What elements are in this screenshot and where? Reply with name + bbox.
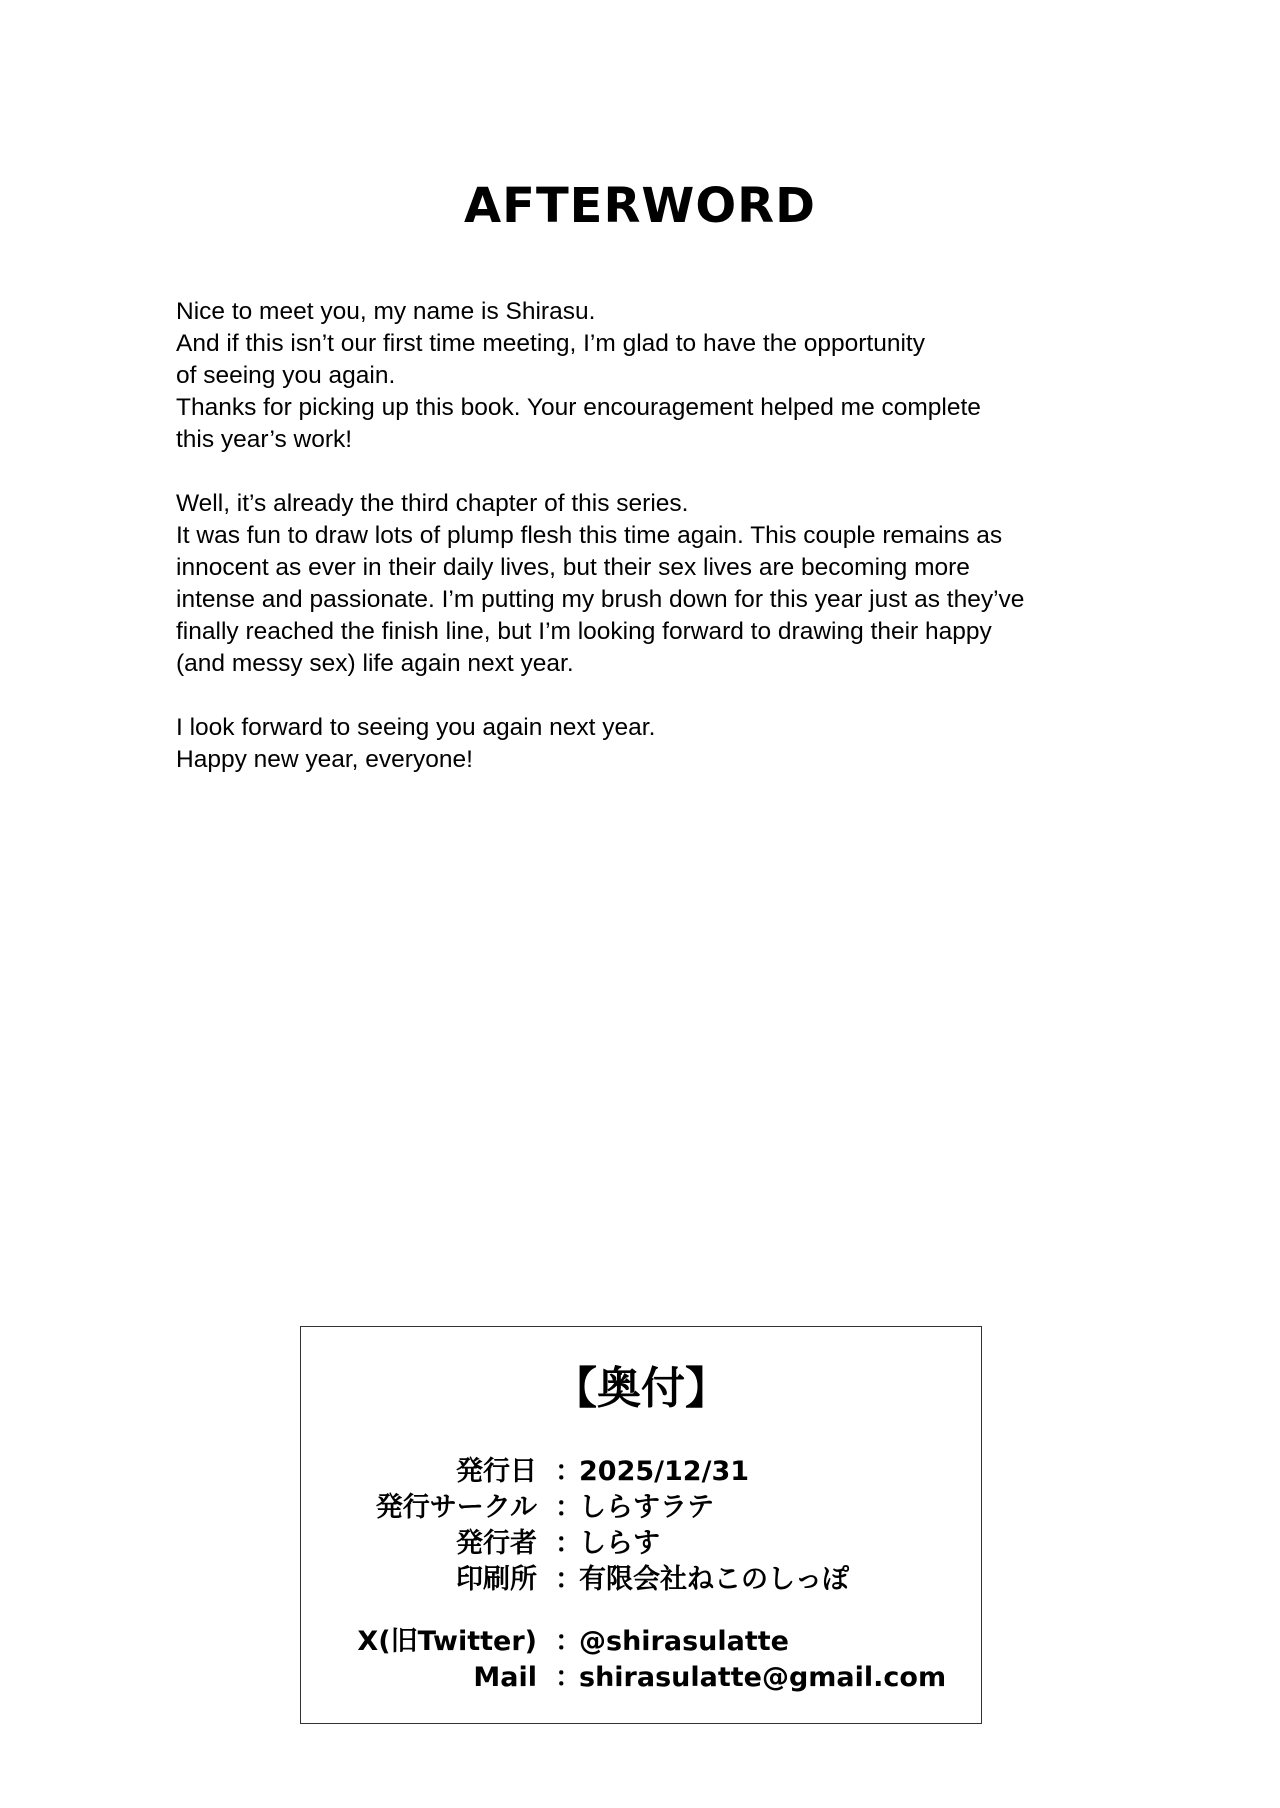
text-line: And if this isn’t our first time meeting, I’m glad to have the opportunity [176,330,925,357]
row-value: 有限会社ねこのしっぽ [579,1564,849,1595]
row-label: 発行日 [456,1456,537,1487]
row-separator: ： [555,1662,582,1693]
row-separator: ： [555,1626,582,1657]
afterword-body [176,296,1136,776]
colophon-row-circle [301,1490,981,1526]
paragraph-closing [176,712,1136,776]
row-separator: ： [555,1528,582,1559]
row-label: 発行者 [456,1528,537,1559]
colophon-row-publisher [301,1526,981,1562]
text-line: It was fun to draw lots of plump flesh this time again. This couple remains as [176,522,1003,549]
colophon-box [300,1326,982,1724]
text-line: of seeing you again. [176,362,396,389]
colophon-title: 【奥付】 [553,1363,729,1414]
text-line: Thanks for picking up this book. Your encouragement helped me complete [176,394,981,421]
colophon-row-printer [301,1562,981,1598]
twitter-handle: @shirasulatte [579,1626,789,1657]
text-line: (and messy sex) life again next year. [176,650,574,677]
email-address: shirasulatte@gmail.com [579,1662,947,1693]
row-separator: ： [555,1492,582,1523]
text-line: intense and passionate. I’m putting my brush down for this year just as they’ve [176,586,1025,613]
row-value: しらす [579,1528,660,1559]
text-line: Well, it’s already the third chapter of this series. [176,490,689,517]
afterword-title: AFTERWORD [464,178,816,234]
row-label: Mail [473,1662,537,1693]
text-line: I look forward to seeing you again next year. [176,714,656,741]
colophon-row-mail [301,1660,981,1696]
row-label: X(旧Twitter) [357,1626,537,1657]
text-line: Nice to meet you, my name is Shirasu. [176,298,596,325]
text-line: this year’s work! [176,426,353,453]
text-line: innocent as ever in their daily lives, but their sex lives are becoming more [176,554,970,581]
row-value: 2025/12/31 [579,1456,750,1487]
row-separator: ： [555,1456,582,1487]
row-label: 発行サークル [375,1492,537,1523]
row-separator: ： [555,1564,582,1595]
text-line: finally reached the finish line, but I’m looking forward to drawing their happy [176,618,992,645]
colophon-row-twitter [301,1624,981,1660]
colophon-row-publish-date [301,1454,981,1490]
row-label: 印刷所 [456,1564,537,1595]
paragraph-series [176,488,1136,680]
text-line: Happy new year, everyone! [176,746,473,773]
row-value: しらすラテ [579,1492,714,1523]
paragraph-intro [176,296,1136,456]
